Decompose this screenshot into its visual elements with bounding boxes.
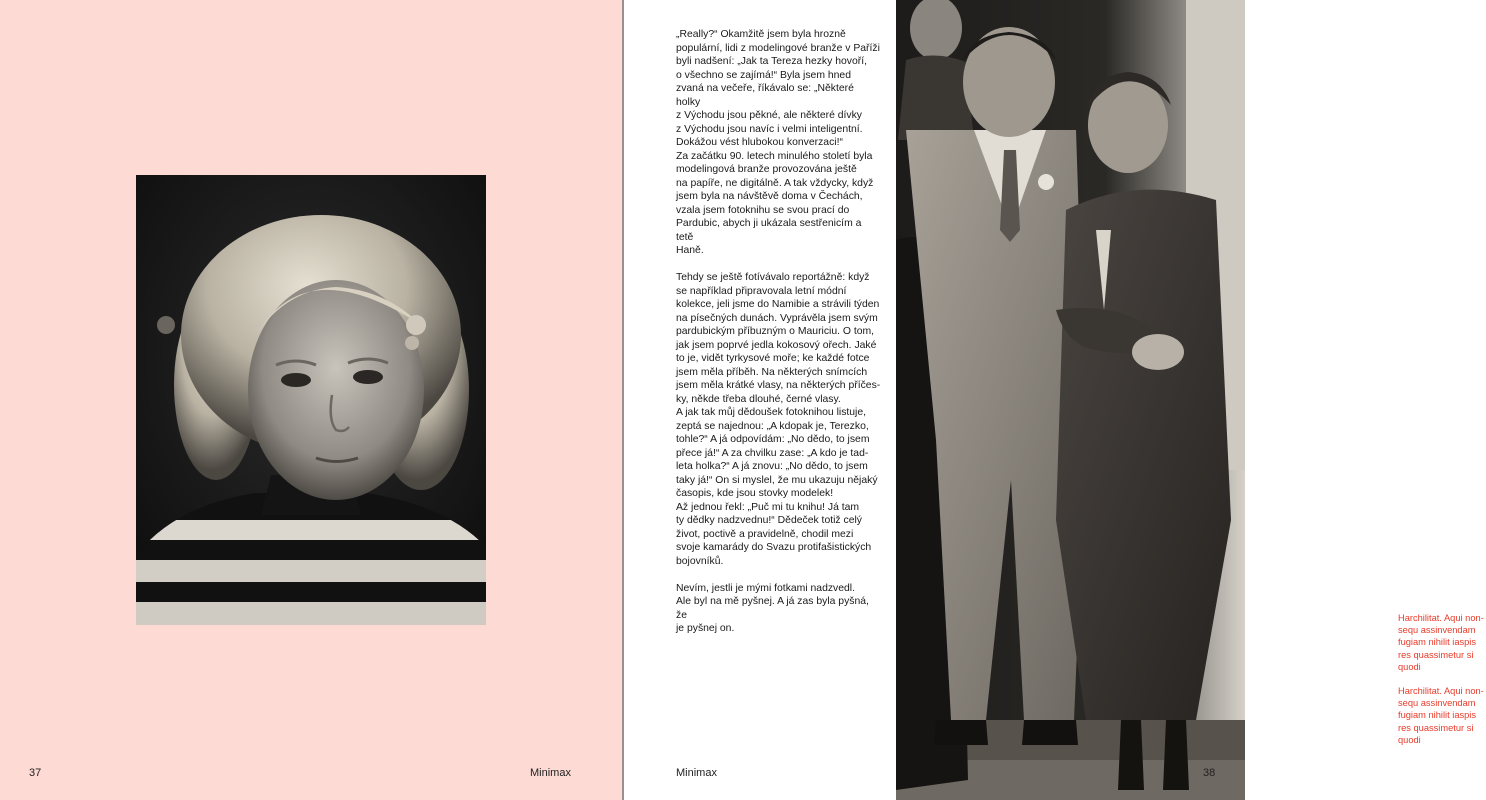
paragraph: Tehdy se ještě fotívávalo reportážně: když se například připravovala letní módní kolekce, jeli jsme do Namibie a strávili týden na písečných dunách. Vyprávěla jsem svým pardubickým příbuzným o Mauriciu. O tom, jak jsem poprvé jedla kokosový ořech. Jaké to je, vidět tyrkysové moře; ke každé fotce jsem měla příběh. Na některých snímcích jsem měla krátké vlasy, na některých příčes- ky, někde třeba dlouhé, černé vlasy. A jak tak můj dědoušek fotoknihou listuje, zeptá se najednou: „A kdopak je, Terezko, tohle?“ A já odpovídám: „No dědo, to jsem přece já!“ A za chvilku zase: „A kdo je tad- leta holka?“ A já znovu: „No dědo, to jsem taky já!“ On si myslel, že mu ukazuju nějaký časopis, kde jsou stovky modelek! Až jednou řekl: „Puč mi tu knihu! Já tam ty dědky nadzvednu!“ Dědeček totiž celý život, poctivě a pravidelně, chodil mezi svoje kamarády do Svazu protifašistických bojovníků. bbox=[676, 272, 881, 567]
photo-caption: Harchilitat. Aqui non-sequ assinvendam fugiam nihilit iaspis res quassimetur si quodi bbox=[1398, 613, 1484, 672]
photo-captions bbox=[1398, 612, 1486, 758]
couple-photo bbox=[896, 0, 1484, 800]
photo-couple-standing-street-icon bbox=[896, 0, 1245, 800]
left-page bbox=[0, 0, 622, 800]
page-number: 37 bbox=[29, 767, 42, 779]
running-title: Minimax bbox=[530, 767, 571, 779]
page-number: 38 bbox=[1203, 767, 1216, 779]
paragraph: Nevím, jestli je mými fotkami nadzvedl. Ale byl na mě pyšnej. A já zas byla pyšná, že je pyšnej on. bbox=[676, 582, 869, 634]
paragraph: „Really?“ Okamžitě jsem byla hrozně populární, lidi z modelingové branže v Paříži byli nadšení: „Jak ta Tereza hezky hovoří, o všechno se zajímá!“ Byla jsem hned zvaná na večeře, říkávalo se: „Některé holky z Východu jsou pěkné, ale některé dívky z Východu jsou navíc i velmi inteligentní. Dokážou vést hlubokou konverzaci!“ Za začátku 90. letech minulého století byla modelingová branže provozována ještě na papíře, ne digitálně. A tak vždycky, když jsem byla na návštěvě doma v Čechách, vzala jsem fotoknihu se svou prací do Pardubic, abych ji ukázala sestřenicím a tetě Haně. bbox=[676, 29, 880, 256]
portrait-photo-girl bbox=[136, 175, 486, 625]
body-text bbox=[676, 28, 881, 649]
portrait-photo-girl-icon bbox=[136, 175, 486, 625]
photo-caption: Harchilitat. Aqui non-sequ assinvendam fugiam nihilit iaspis res quassimetur si quodi bbox=[1398, 686, 1484, 745]
right-page bbox=[624, 0, 1484, 800]
running-title: Minimax bbox=[676, 767, 717, 779]
